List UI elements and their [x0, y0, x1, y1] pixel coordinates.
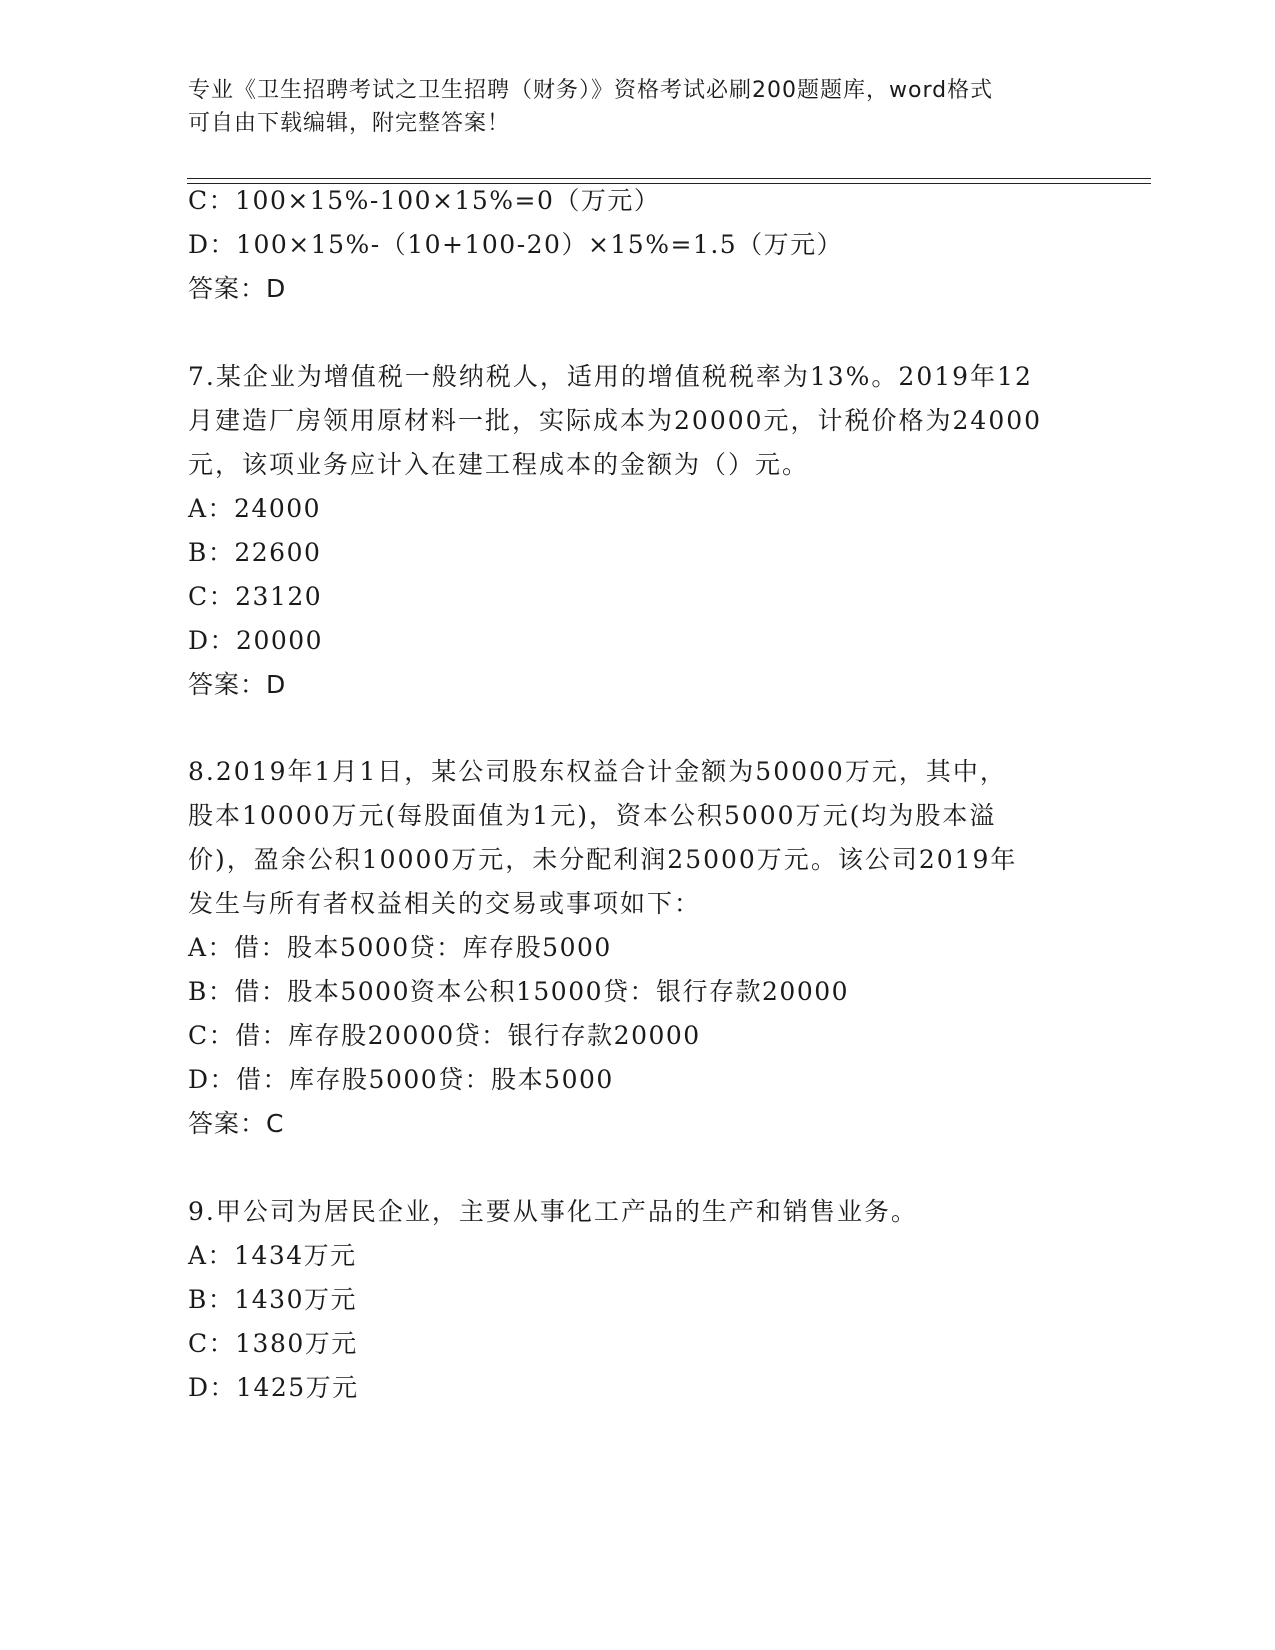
q8-option-a: A：借：股本5000贷：库存股5000	[188, 933, 612, 962]
q7-stem-line-1: 7.某企业为增值税一般纳税人，适用的增值税税率为13%。2019年12	[188, 362, 1033, 391]
q6-answer: 答案：D	[188, 274, 287, 303]
q9-stem-line-1: 9.甲公司为居民企业，主要从事化工产品的生产和销售业务。	[188, 1197, 918, 1226]
header-title-line-1: 专业《卫生招聘考试之卫生招聘（财务）》资格考试必刷200题题库，word格式	[188, 78, 994, 103]
q9-option-b: B：1430万元	[188, 1285, 357, 1314]
q7-answer: 答案：D	[188, 670, 287, 699]
q7-option-b: B：22600	[188, 538, 322, 567]
q8-option-b: B：借：股本5000资本公积15000贷：银行存款20000	[188, 977, 850, 1006]
q8-stem-line-2: 股本10000万元(每股面值为1元)，资本公积5000万元(均为股本溢	[188, 801, 997, 830]
q9-option-a: A：1434万元	[188, 1241, 357, 1270]
q8-stem-line-1: 8.2019年1月1日，某公司股东权益合计金额为50000万元，其中，	[188, 757, 1007, 786]
q7-stem-line-2: 月建造厂房领用原材料一批，实际成本为20000元，计税价格为24000	[188, 406, 1043, 435]
q8-stem-line-4: 发生与所有者权益相关的交易或事项如下：	[188, 889, 702, 918]
q7-option-a: A：24000	[188, 494, 322, 523]
header-divider	[187, 178, 1151, 184]
q8-option-d: D：借：库存股5000贷：股本5000	[188, 1065, 614, 1094]
q8-answer: 答案：C	[188, 1109, 285, 1138]
q7-option-c: C：23120	[188, 582, 323, 611]
q9-option-d: D：1425万元	[188, 1373, 359, 1402]
q7-stem-line-3: 元，该项业务应计入在建工程成本的金额为（）元。	[188, 450, 810, 479]
q8-option-c: C：借：库存股20000贷：银行存款20000	[188, 1021, 701, 1050]
q9-option-c: C：1380万元	[188, 1329, 358, 1358]
q7-option-d: D：20000	[188, 626, 324, 655]
document-header	[188, 74, 1088, 140]
header-title-line-2: 可自由下载编辑，附完整答案！	[188, 111, 511, 136]
q6-option-c: C：100×15%-100×15%=0（万元）	[188, 186, 661, 215]
q6-option-d: D：100×15%-（10+100-20）×15%=1.5（万元）	[188, 230, 844, 259]
q8-stem-line-3: 价)，盈余公积10000万元，未分配利润25000万元。该公司2019年	[188, 845, 1018, 874]
